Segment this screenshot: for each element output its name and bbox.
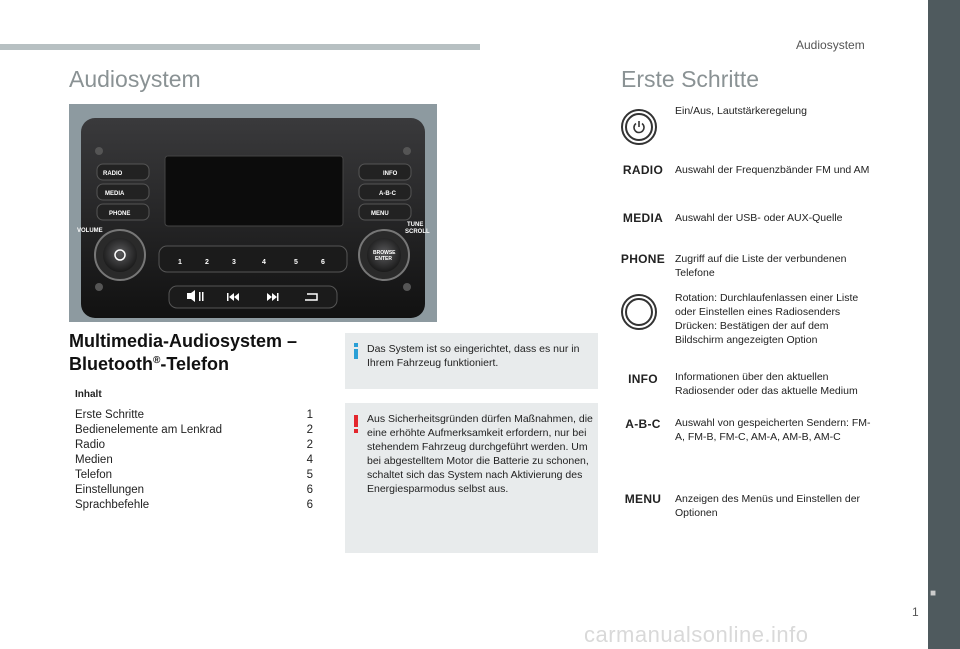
warning-icon (354, 415, 359, 433)
pause-icon (199, 292, 201, 301)
warning-note-text: Aus Sicherheitsgründen dürfen Maßnahmen, die eine erhöhte Aufmerksamkeit erfordern, nur bei stehendem Fahrzeug durchgeführt werden. Um bei abgestelltem Motor die Batterie zu schonen, schaltet sich das System nach Aktivierung des Energiesparmodus selbst aus. (367, 413, 593, 495)
toc-row[interactable]: Telefon 5 (75, 469, 313, 481)
preset-1: 1 (178, 259, 182, 266)
row-desc-media: Auswahl der USB- oder AUX-Quelle (675, 212, 843, 224)
section-subtitle (69, 332, 297, 374)
watermark: carmanualsonline.info (584, 622, 809, 647)
toc-row[interactable]: Einstellungen 6 (75, 484, 313, 496)
toc-row[interactable]: Erste Schritte 1 (75, 409, 313, 421)
info-note (345, 333, 598, 389)
rotary-knob-icon (621, 294, 657, 330)
preset-4: 4 (262, 259, 266, 266)
power-icon (632, 120, 646, 134)
tune-label: TUNE (407, 222, 424, 228)
radio-btn-menu: MENU (371, 211, 389, 217)
row-desc-radio: Auswahl der Frequenzbänder FM und AM (675, 164, 870, 176)
toc-row[interactable]: Medien 4 (75, 454, 313, 466)
info-note-text: Das System ist so eingerichtet, dass es nur in Ihrem Fahrzeug funktioniert. (367, 343, 580, 369)
label-phone: PHONE (620, 252, 666, 266)
radio-btn-phone: PHONE (109, 211, 131, 217)
page-number: 1 (912, 605, 919, 619)
label-abc: A-B-C (625, 417, 661, 431)
running-header: Audiosystem (796, 38, 865, 52)
label-radio: RADIO (622, 163, 664, 177)
header-accent-bar (0, 44, 480, 50)
radio-btn-media: MEDIA (105, 191, 125, 197)
row-desc-info: Informationen über den aktuellen Radiosender oder das aktuelle Medium (675, 371, 858, 397)
table-of-contents (75, 408, 313, 513)
preset-2: 2 (205, 259, 209, 266)
row-desc-menu: Anzeigen des Menüs und Einstellen der Optionen (675, 493, 861, 519)
label-menu: MENU (624, 492, 662, 506)
power-knob-icon (621, 109, 657, 145)
row-desc-power: Ein/Aus, Lautstärkeregelung (675, 105, 807, 117)
preset-3: 3 (232, 259, 236, 266)
radio-btn-radio: RADIO (103, 171, 123, 177)
row-desc-rotary: Rotation: Durchlaufenlassen einer Liste oder Einstellen eines Radiosenders Drücken: Bestätigen der auf dem Bildschirm angezeigten Option (675, 292, 859, 346)
end-marker: ■ (930, 588, 937, 599)
radio-btn-info: INFO (383, 171, 398, 177)
subtitle-line-2: Bluetooth®-Telefon (69, 354, 230, 374)
right-title: Erste Schritte (621, 66, 760, 92)
row-desc-phone: Zugriff auf die Liste der verbundenen Telefone (675, 253, 847, 279)
toc-row[interactable]: Radio 2 (75, 439, 313, 451)
radio-left-buttons (97, 164, 149, 220)
radio-btn-abc: A-B-C (379, 191, 396, 197)
preset-6: 6 (321, 259, 325, 266)
toc-title: Inhalt (75, 389, 102, 400)
label-info: INFO (628, 372, 658, 386)
scroll-label: SCROLL (405, 229, 430, 235)
radio-right-buttons (359, 164, 411, 220)
warning-note (345, 403, 598, 553)
chapter-side-tab (928, 0, 960, 649)
info-icon (353, 343, 359, 359)
volume-label: VOLUME (77, 228, 103, 234)
browse-label: BROWSE (373, 250, 396, 256)
toc-row[interactable]: Bedienelemente am Lenkrad 2 (75, 424, 313, 436)
subtitle-line-1: Multimedia-Audiosystem – (69, 331, 298, 351)
left-title: Audiosystem (69, 66, 201, 92)
label-media: MEDIA (622, 211, 664, 225)
preset-5: 5 (294, 259, 298, 266)
toc-row[interactable]: Sprachbefehle 6 (75, 499, 313, 511)
enter-label: ENTER (375, 256, 392, 262)
row-desc-abc: Auswahl von gespeicherten Sendern: FM-A, FM-B, FM-C, AM-A, AM-B, AM-C (675, 417, 871, 443)
radio-unit-image (69, 104, 437, 322)
